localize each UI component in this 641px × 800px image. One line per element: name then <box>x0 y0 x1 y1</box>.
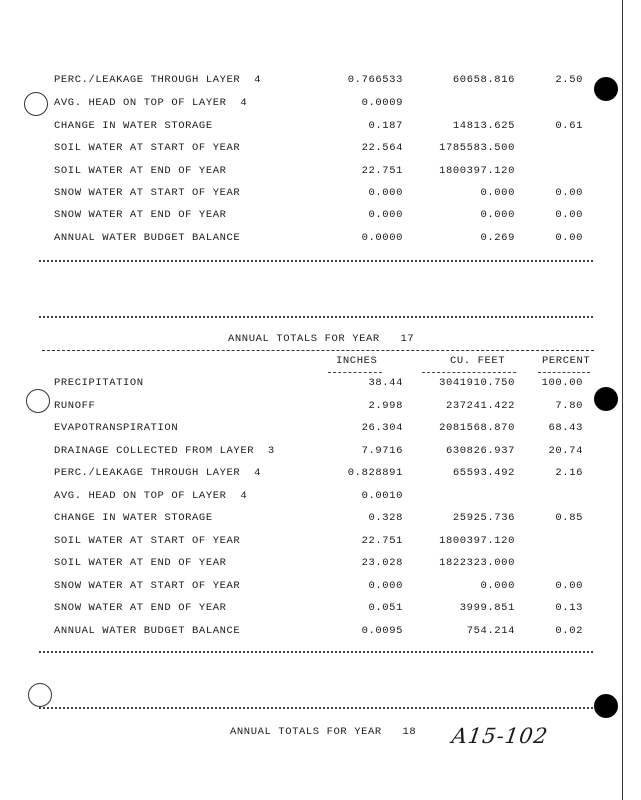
table-row <box>0 625 641 643</box>
binder-hole-dot-3 <box>594 694 618 718</box>
table-row <box>0 580 641 598</box>
row-label: ANNUAL WATER BUDGET BALANCE <box>54 625 241 637</box>
row-label: SNOW WATER AT END OF YEAR <box>54 209 227 221</box>
row-label: SOIL WATER AT START OF YEAR <box>54 535 241 547</box>
inches-value: 26.304 <box>361 422 403 434</box>
percent-value: 100.00 <box>541 377 583 389</box>
cu-feet-value: 754.214 <box>466 625 515 637</box>
inches-value: 22.751 <box>361 535 403 547</box>
percent-value: 0.13 <box>555 602 583 614</box>
percent-value: 0.00 <box>555 187 583 199</box>
table-row <box>0 97 641 115</box>
handwritten-note: A15-102 <box>450 724 550 748</box>
row-label: CHANGE IN WATER STORAGE <box>54 120 213 132</box>
table-row <box>0 467 641 485</box>
cu-feet-value: 3999.851 <box>459 602 515 614</box>
cu-feet-value: 0.000 <box>480 209 515 221</box>
inches-value: 0.0009 <box>361 97 403 109</box>
table-row <box>0 209 641 227</box>
cu-feet-value: 1800397.120 <box>439 535 515 547</box>
percent-value: 68.43 <box>548 422 583 434</box>
table-row <box>0 74 641 92</box>
inches-value: 0.828891 <box>347 467 403 479</box>
cu-feet-value: 1785583.500 <box>439 142 515 154</box>
inches-value: 0.000 <box>368 209 403 221</box>
row-label: SNOW WATER AT START OF YEAR <box>54 580 241 592</box>
inches-value: 0.328 <box>368 512 403 524</box>
percent-column-header: PERCENT <box>542 355 591 367</box>
row-label: SOIL WATER AT START OF YEAR <box>54 142 241 154</box>
table-row <box>0 232 641 250</box>
table-row <box>0 512 641 530</box>
cu-feet-value: 0.000 <box>480 580 515 592</box>
row-label: RUNOFF <box>54 400 96 412</box>
cu-feet-value: 3041910.750 <box>439 377 515 389</box>
row-label: SOIL WATER AT END OF YEAR <box>54 165 227 177</box>
cu-feet-value: 1800397.120 <box>439 165 515 177</box>
table-row <box>0 557 641 575</box>
row-label: SOIL WATER AT END OF YEAR <box>54 557 227 569</box>
inches-value: 23.028 <box>361 557 403 569</box>
table-row <box>0 165 641 183</box>
inches-value: 0.000 <box>368 187 403 199</box>
cu-feet-column-header: CU. FEET <box>450 355 506 367</box>
percent-value: 2.50 <box>555 74 583 86</box>
row-label: PERC./LEAKAGE THROUGH LAYER 4 <box>54 467 262 479</box>
asterisk-separator <box>38 649 594 655</box>
percent-value: 2.16 <box>555 467 583 479</box>
row-label: AVG. HEAD ON TOP OF LAYER 4 <box>54 97 248 109</box>
row-label: ANNUAL WATER BUDGET BALANCE <box>54 232 241 244</box>
inches-value: 0.766533 <box>347 74 403 86</box>
row-label: AVG. HEAD ON TOP OF LAYER 4 <box>54 490 248 502</box>
percent-value: 0.00 <box>555 209 583 221</box>
row-label: CHANGE IN WATER STORAGE <box>54 512 213 524</box>
inches-column-header: INCHES <box>336 355 378 367</box>
cu-feet-value: 60658.816 <box>452 74 515 86</box>
cu-feet-value: 14813.625 <box>452 120 515 132</box>
row-label: SNOW WATER AT START OF YEAR <box>54 187 241 199</box>
dashed-separator <box>42 350 594 352</box>
table-row <box>0 602 641 620</box>
table-row <box>0 535 641 553</box>
inches-value: 2.998 <box>368 400 403 412</box>
percent-value: 0.02 <box>555 625 583 637</box>
percent-value: 0.00 <box>555 580 583 592</box>
percent-value: 0.00 <box>555 232 583 244</box>
table-row <box>0 120 641 138</box>
inches-value: 0.0010 <box>361 490 403 502</box>
cu-feet-value: 25925.736 <box>452 512 515 524</box>
table-row <box>0 422 641 440</box>
inches-value: 0.000 <box>368 580 403 592</box>
cu-feet-value: 0.269 <box>480 232 515 244</box>
cu-feet-value: 630826.937 <box>445 445 515 457</box>
row-label: SNOW WATER AT END OF YEAR <box>54 602 227 614</box>
cu-feet-value: 237241.422 <box>445 400 515 412</box>
inches-value: 22.564 <box>361 142 403 154</box>
inches-value: 38.44 <box>368 377 403 389</box>
inches-value: 0.187 <box>368 120 403 132</box>
cu-feet-value: 1822323.000 <box>439 557 515 569</box>
cu-feet-value: 0.000 <box>480 187 515 199</box>
inches-value: 0.0095 <box>361 625 403 637</box>
year-18-title: ANNUAL TOTALS FOR YEAR 18 <box>230 726 417 738</box>
table-row <box>0 445 641 463</box>
inches-value: 0.051 <box>368 602 403 614</box>
percent-value: 20.74 <box>548 445 583 457</box>
inches-value: 22.751 <box>361 165 403 177</box>
table-row <box>0 400 641 418</box>
percent-value: 0.85 <box>555 512 583 524</box>
table-row <box>0 142 641 160</box>
asterisk-separator <box>38 258 594 264</box>
asterisk-separator <box>38 705 594 711</box>
header-underline <box>422 372 516 374</box>
row-label: PERC./LEAKAGE THROUGH LAYER 4 <box>54 74 262 86</box>
percent-value: 7.80 <box>555 400 583 412</box>
table-row <box>0 490 641 508</box>
binder-hole-circle-3 <box>28 683 52 707</box>
header-underline <box>328 372 382 374</box>
year-17-title: ANNUAL TOTALS FOR YEAR 17 <box>228 333 415 345</box>
header-underline <box>538 372 590 374</box>
row-label: PRECIPITATION <box>54 377 144 389</box>
inches-value: 7.9716 <box>361 445 403 457</box>
inches-value: 0.0000 <box>361 232 403 244</box>
percent-value: 0.61 <box>555 120 583 132</box>
asterisk-separator <box>38 314 594 320</box>
row-label: DRAINAGE COLLECTED FROM LAYER 3 <box>54 445 275 457</box>
table-row <box>0 187 641 205</box>
cu-feet-value: 65593.492 <box>452 467 515 479</box>
table-row <box>0 377 641 395</box>
row-label: EVAPOTRANSPIRATION <box>54 422 179 434</box>
cu-feet-value: 2081568.870 <box>439 422 515 434</box>
